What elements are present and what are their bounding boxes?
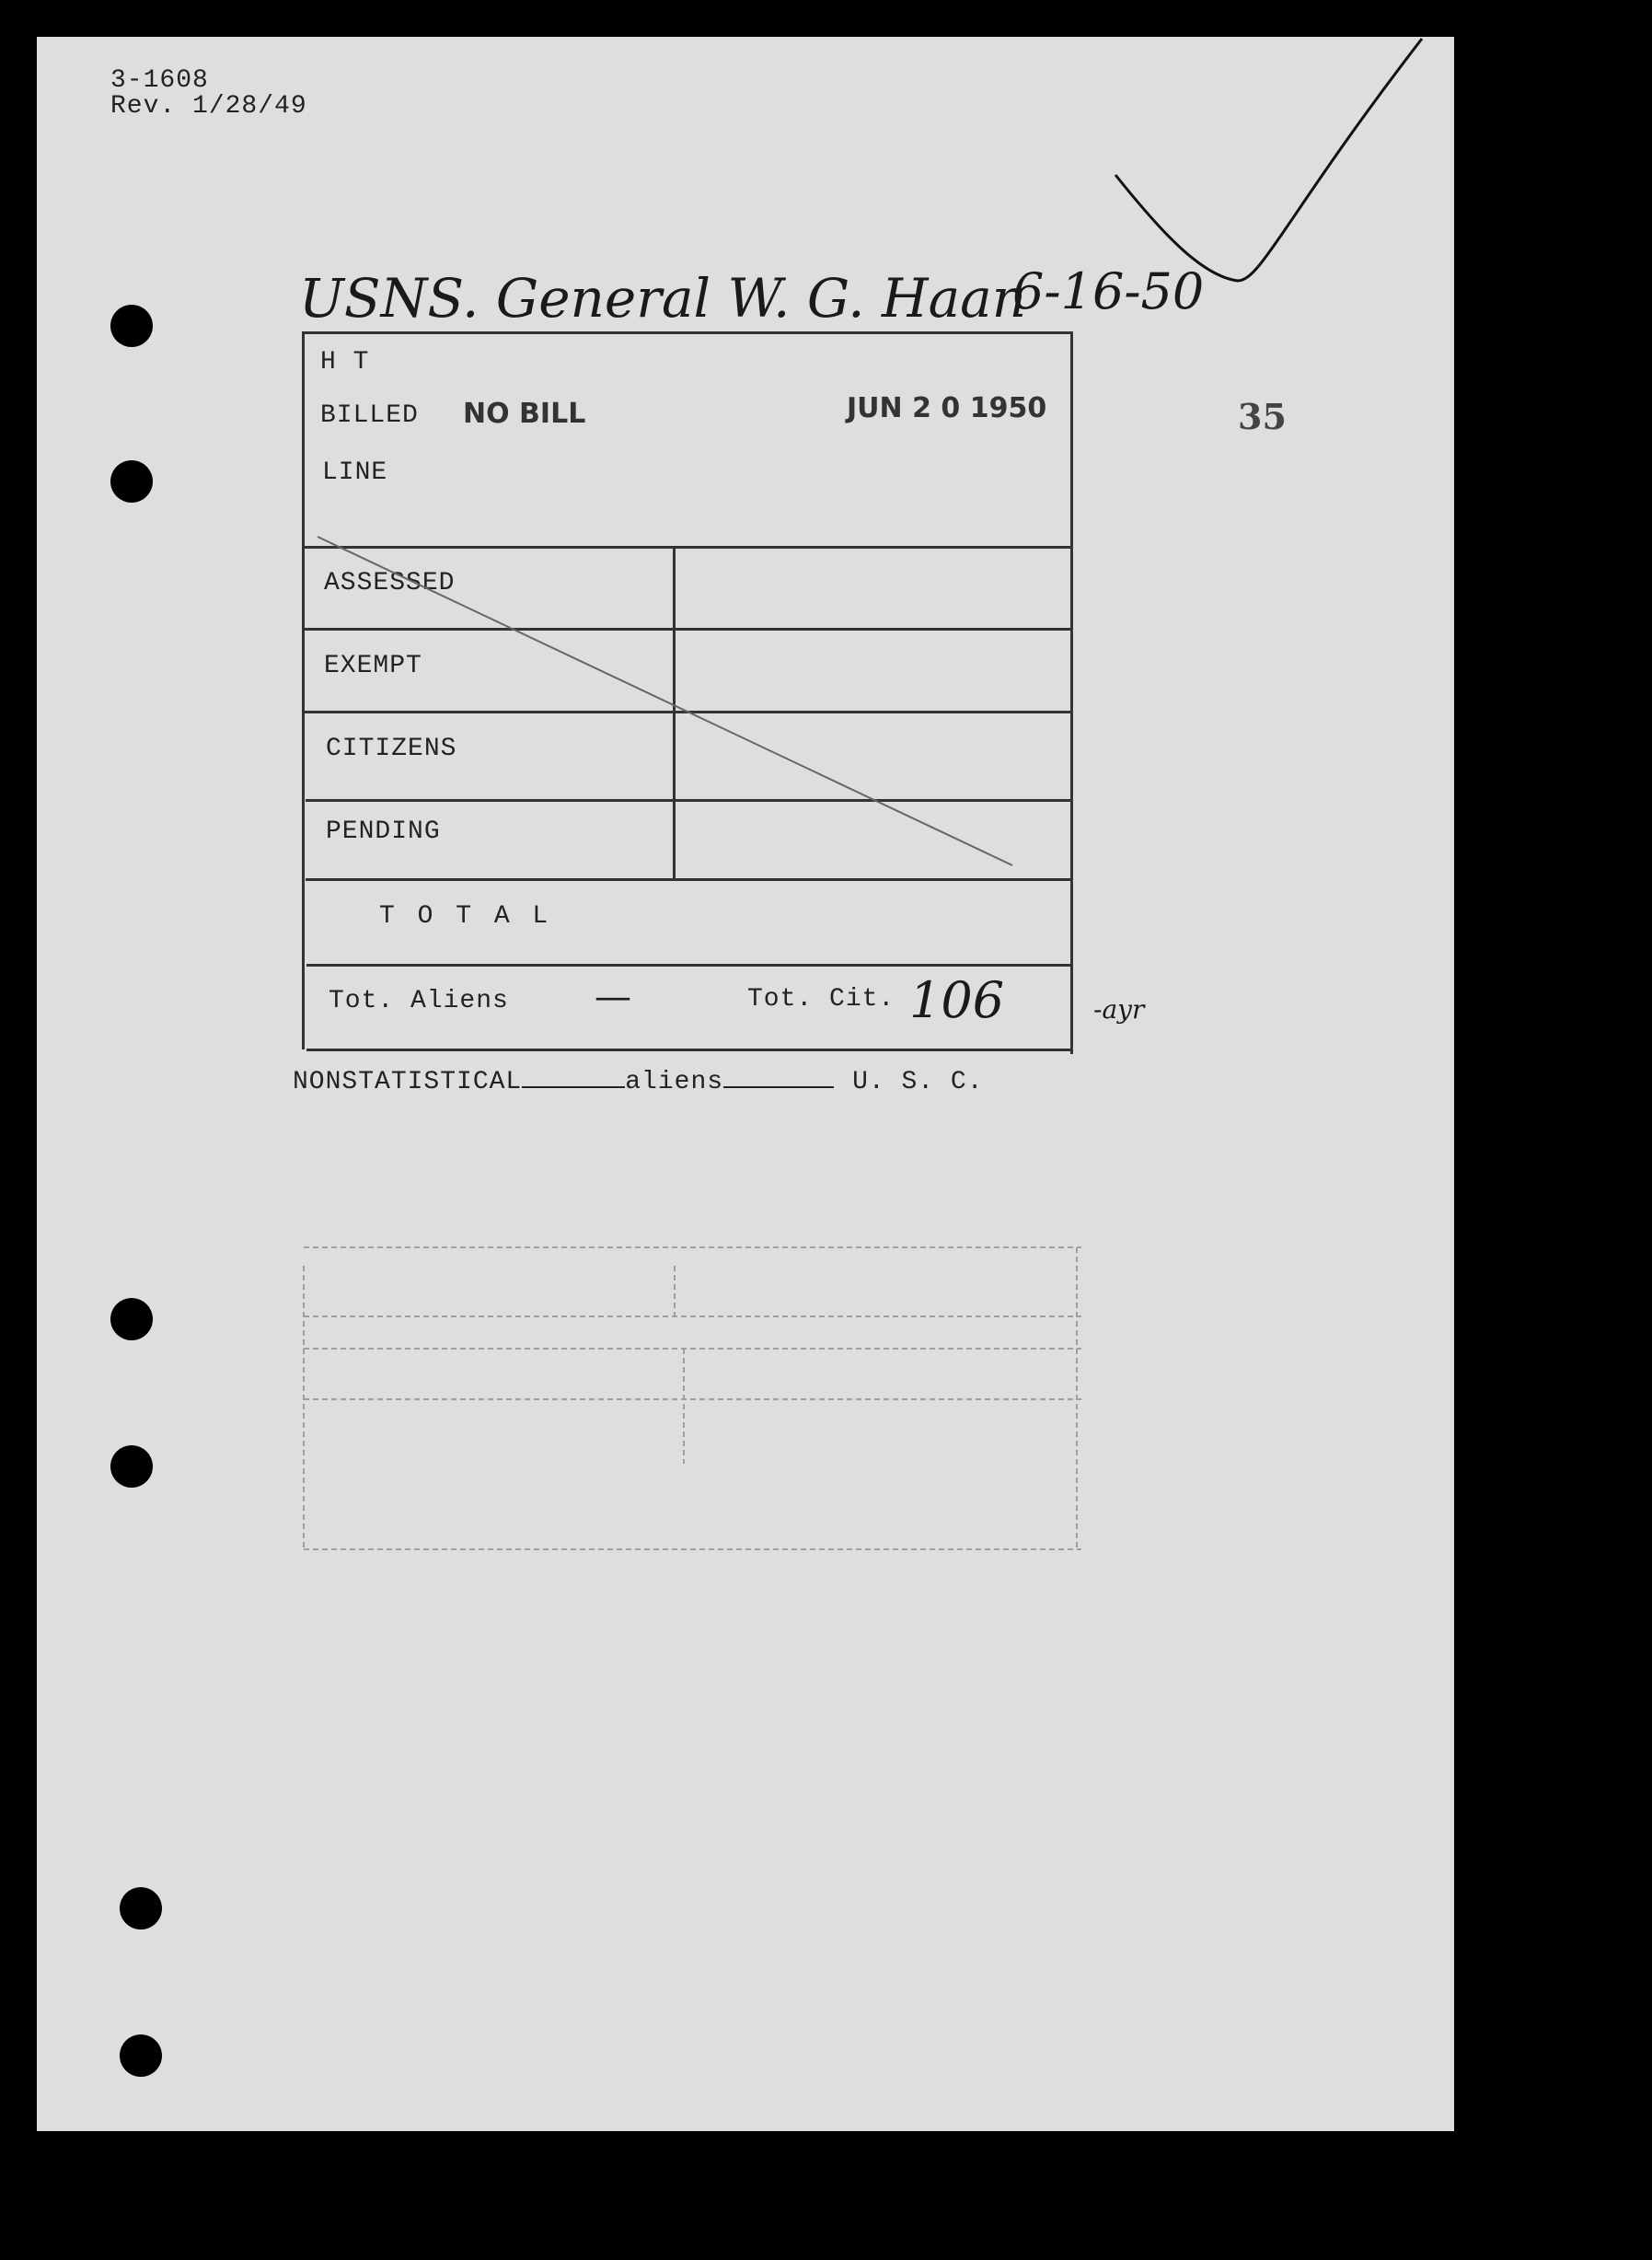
row-label-assessed: ASSESSED (324, 569, 456, 597)
total-cit-label: Tot. Cit. (747, 985, 895, 1014)
row-label-exempt: EXEMPT (324, 652, 422, 680)
row-label-citizens: CITIZENS (326, 735, 457, 763)
total-label: T O T A L (379, 902, 552, 931)
billed-label: BILLED (320, 401, 419, 430)
line-label: LINE (322, 458, 388, 487)
total-aliens-label: Tot. Aliens (329, 987, 509, 1015)
date-stamp: JUN 2 0 1950 (847, 392, 1047, 424)
form-revision: Rev. 1/28/49 (110, 92, 307, 121)
total-cit-value: 106 (909, 971, 1005, 1029)
no-bill-stamp: NO BILL (463, 398, 586, 430)
cancel-stroke (318, 537, 1012, 865)
form-number: 3-1608 (110, 66, 209, 95)
show-through-form (304, 1247, 1081, 1549)
ht-label: H T (320, 348, 370, 377)
nonstatistical-label: NONSTATISTICAL (293, 1068, 523, 1096)
vessel-name: USNS. General W. G. Haan (299, 267, 1027, 330)
aliens-label: aliens (625, 1068, 724, 1096)
initials: -ayr (1093, 994, 1145, 1025)
page-number: 35 (1238, 396, 1287, 437)
handwritten-date: 6-16-50 (1012, 262, 1205, 320)
total-aliens-value: — (595, 976, 631, 1018)
usc-label: U. S. C. (852, 1068, 984, 1096)
check-mark (1115, 39, 1422, 281)
row-label-pending: PENDING (326, 817, 441, 846)
